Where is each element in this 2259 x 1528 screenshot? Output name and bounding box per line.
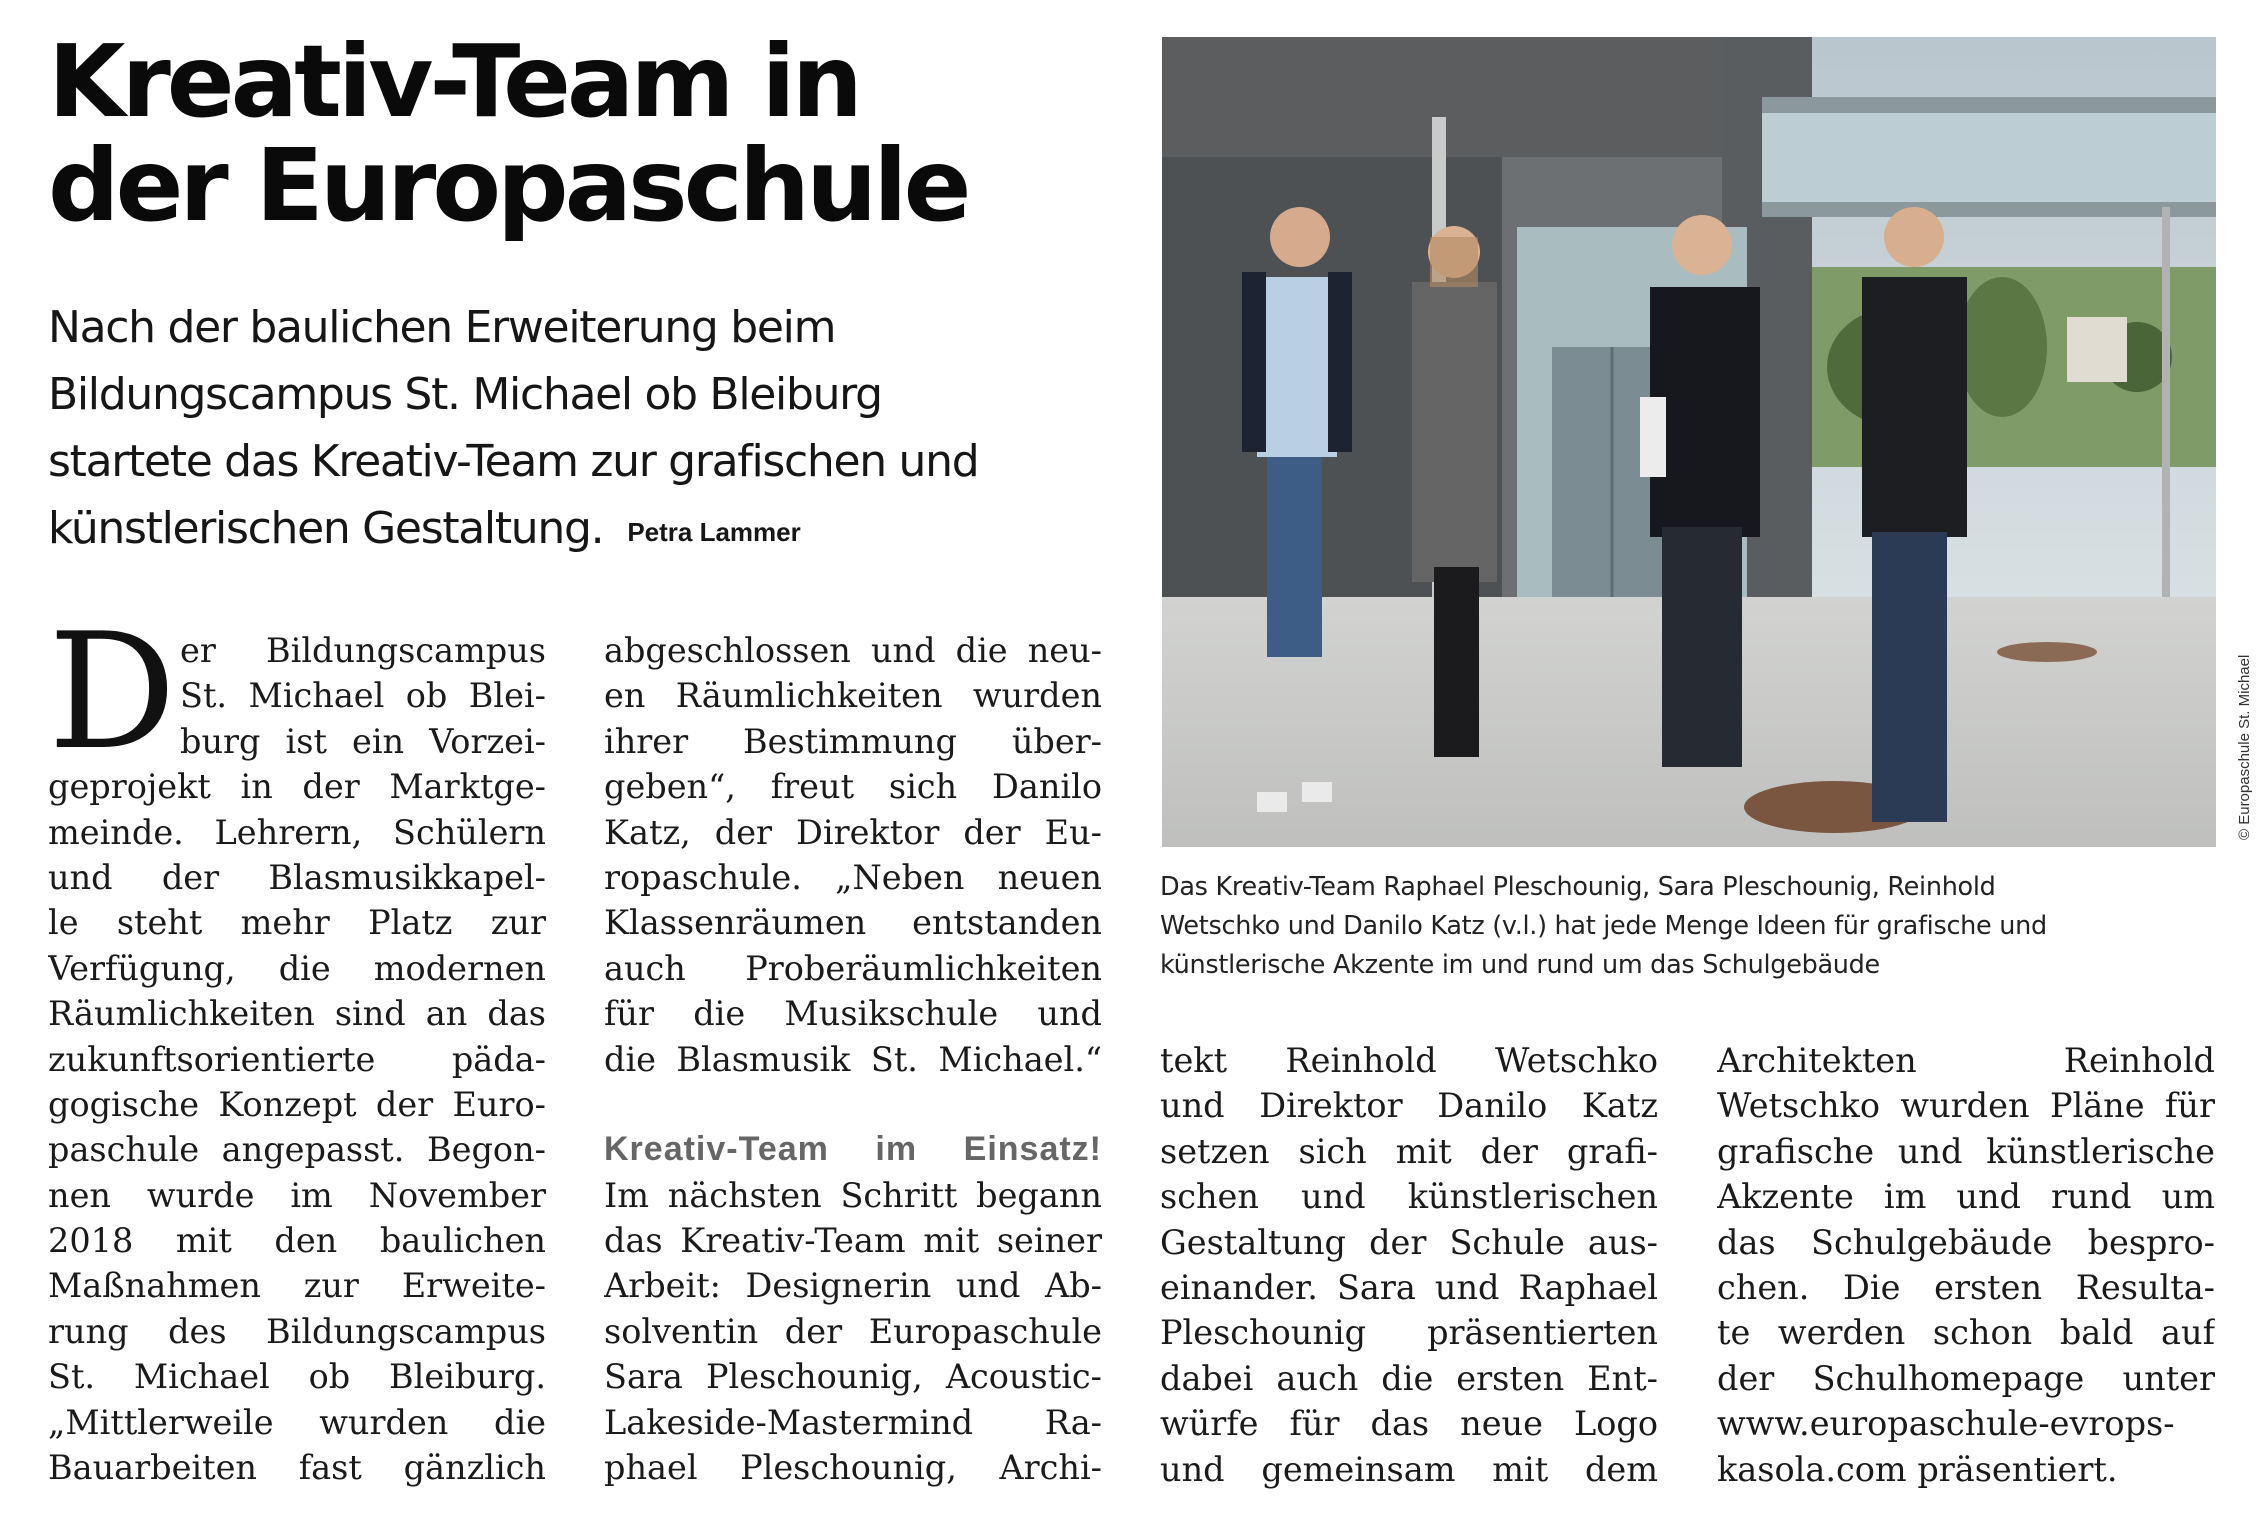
lead-line: Nach der baulichen Erweiterung beim (48, 302, 836, 353)
body-line: Klassenräumen entstanden (604, 903, 1102, 943)
body-line: Lakeside-Mastermind Ra- (604, 1402, 1102, 1442)
body-line: 2018 mit den baulichen (48, 1221, 546, 1261)
body-line: Wetschko wurden Pläne für (1717, 1086, 2215, 1126)
body-line: Akzente im und rund um (1717, 1177, 2215, 1217)
caption-line: künstlerische Akzente im und rund um das Schulgebäude (1160, 950, 1880, 980)
body-line: Im nächsten Schritt begann (604, 1175, 1102, 1215)
body-line: Verfügung, die modernen (48, 948, 546, 988)
headline (48, 23, 1148, 244)
body-line: dabei auch die ersten Ent- (1160, 1358, 1658, 1398)
body-line: schen und künstlerischen (1160, 1177, 1658, 1217)
article-photo (1162, 37, 2216, 847)
body-line: nen wurde im November (48, 1175, 546, 1215)
body-line: würfe für das neue Logo (1160, 1404, 1658, 1444)
body-line: gogische Konzept der Euro- (48, 1084, 546, 1124)
photo-credit-text: © Europaschule St. Michael (2236, 654, 2253, 840)
body-line: Bauarbeiten fast gänzlich (48, 1448, 546, 1488)
photo-school-building-with-team (1162, 37, 2216, 847)
body-line: ropaschule. „Neben neuen (604, 857, 1102, 897)
body-line: geben“, freut sich Danilo (604, 767, 1102, 807)
body-line: solventin der Europaschule (604, 1311, 1102, 1351)
body-line: grafische und künstlerische (1717, 1131, 2215, 1171)
body-line: Arbeit: Designerin und Ab- (604, 1266, 1102, 1306)
caption-line: Wetschko und Danilo Katz (v.l.) hat jede Menge Ideen für grafische und (1160, 911, 2047, 941)
body-line: setzen sich mit der grafi- (1160, 1131, 1658, 1171)
body-line: geprojekt in der Marktge- (48, 767, 546, 807)
drop-cap: D (48, 598, 177, 785)
body-line: Maßnahmen zur Erweite- (48, 1266, 546, 1306)
body-line: für die Musikschule und (604, 994, 1102, 1034)
lead-line: startete das Kreativ-Team zur grafischen und (48, 436, 979, 487)
body-line: einander. Sara und Raphael (1160, 1267, 1658, 1307)
lead-line: Bildungscampus St. Michael ob Bleiburg (48, 369, 882, 420)
body-line: das Schulgebäude bespro- (1717, 1222, 2215, 1262)
body-line: tekt Reinhold Wetschko (1160, 1041, 1658, 1080)
lead-line-last (48, 495, 1128, 566)
headline-line-1: Kreativ-Team in (48, 23, 859, 140)
body-column-2 (604, 628, 1102, 1490)
body-line: Pleschounig präsentierten (1160, 1313, 1658, 1353)
body-line: Gestaltung der Schule aus- (1160, 1222, 1658, 1262)
body-column-3 (1160, 1038, 1658, 1492)
body-line: St. Michael ob Blei- (180, 676, 546, 716)
body-column-1 (48, 598, 546, 1490)
body-line: auch Proberäumlichkeiten (604, 948, 1102, 988)
body-line: abgeschlossen und die neu- (604, 631, 1102, 670)
body-line: der Schulhomepage unter (1717, 1358, 2215, 1398)
body-line: die Blasmusik St. Michael.“ (604, 1039, 1102, 1079)
body-line: en Räumlichkeiten wurden (604, 676, 1102, 716)
author-byline: Petra Lammer (627, 517, 801, 547)
photo-caption (1160, 868, 2220, 985)
body-line: das Kreativ-Team mit seiner (604, 1221, 1102, 1261)
body-line: und Direktor Danilo Katz (1160, 1086, 1658, 1126)
body-line: kasola.com präsentiert. (1717, 1449, 2118, 1489)
body-line: burg ist ein Vorzei- (180, 721, 546, 761)
body-line: te werden schon bald auf (1717, 1313, 2215, 1353)
body-line: chen. Die ersten Resulta- (1717, 1267, 2215, 1307)
body-line: phael Pleschounig, Archi- (604, 1448, 1102, 1488)
lead-line-text: künstlerischen Gestaltung. (48, 503, 604, 554)
subheading: Kreativ-Team im Einsatz! (604, 1130, 1102, 1169)
body-line: ihrer Bestimmung über- (604, 721, 1102, 761)
lead-paragraph (48, 294, 1128, 566)
body-column-4 (1717, 1038, 2215, 1492)
body-line: „Mittlerweile wurden die (48, 1402, 546, 1442)
body-line: rung des Bildungscampus (48, 1311, 546, 1351)
body-line: Katz, der Direktor der Eu- (604, 812, 1102, 852)
caption-line: Das Kreativ-Team Raphael Pleschounig, Sara Pleschounig, Reinhold (1160, 872, 1996, 902)
body-line: meinde. Lehrern, Schülern (48, 812, 546, 852)
body-line: Räumlichkeiten sind an das (48, 994, 546, 1034)
body-line: paschule angepasst. Begon- (48, 1130, 546, 1170)
headline-line-2: der Europaschule (48, 127, 968, 244)
body-line: er Bildungscampus (180, 631, 546, 670)
body-line: und der Blasmusikkapel- (48, 857, 546, 897)
body-line: www.europaschule-evrops- (1717, 1404, 2175, 1444)
body-line: zukunftsorientierte päda- (48, 1039, 546, 1079)
body-line: und gemeinsam mit dem (1160, 1449, 1658, 1489)
body-line: St. Michael ob Bleiburg. (48, 1357, 546, 1397)
paragraph-gap (604, 1082, 1102, 1127)
body-line: le steht mehr Platz zur (48, 903, 546, 943)
body-line: Architekten Reinhold (1717, 1041, 2215, 1080)
body-line: Sara Pleschounig, Acoustic- (604, 1357, 1102, 1397)
